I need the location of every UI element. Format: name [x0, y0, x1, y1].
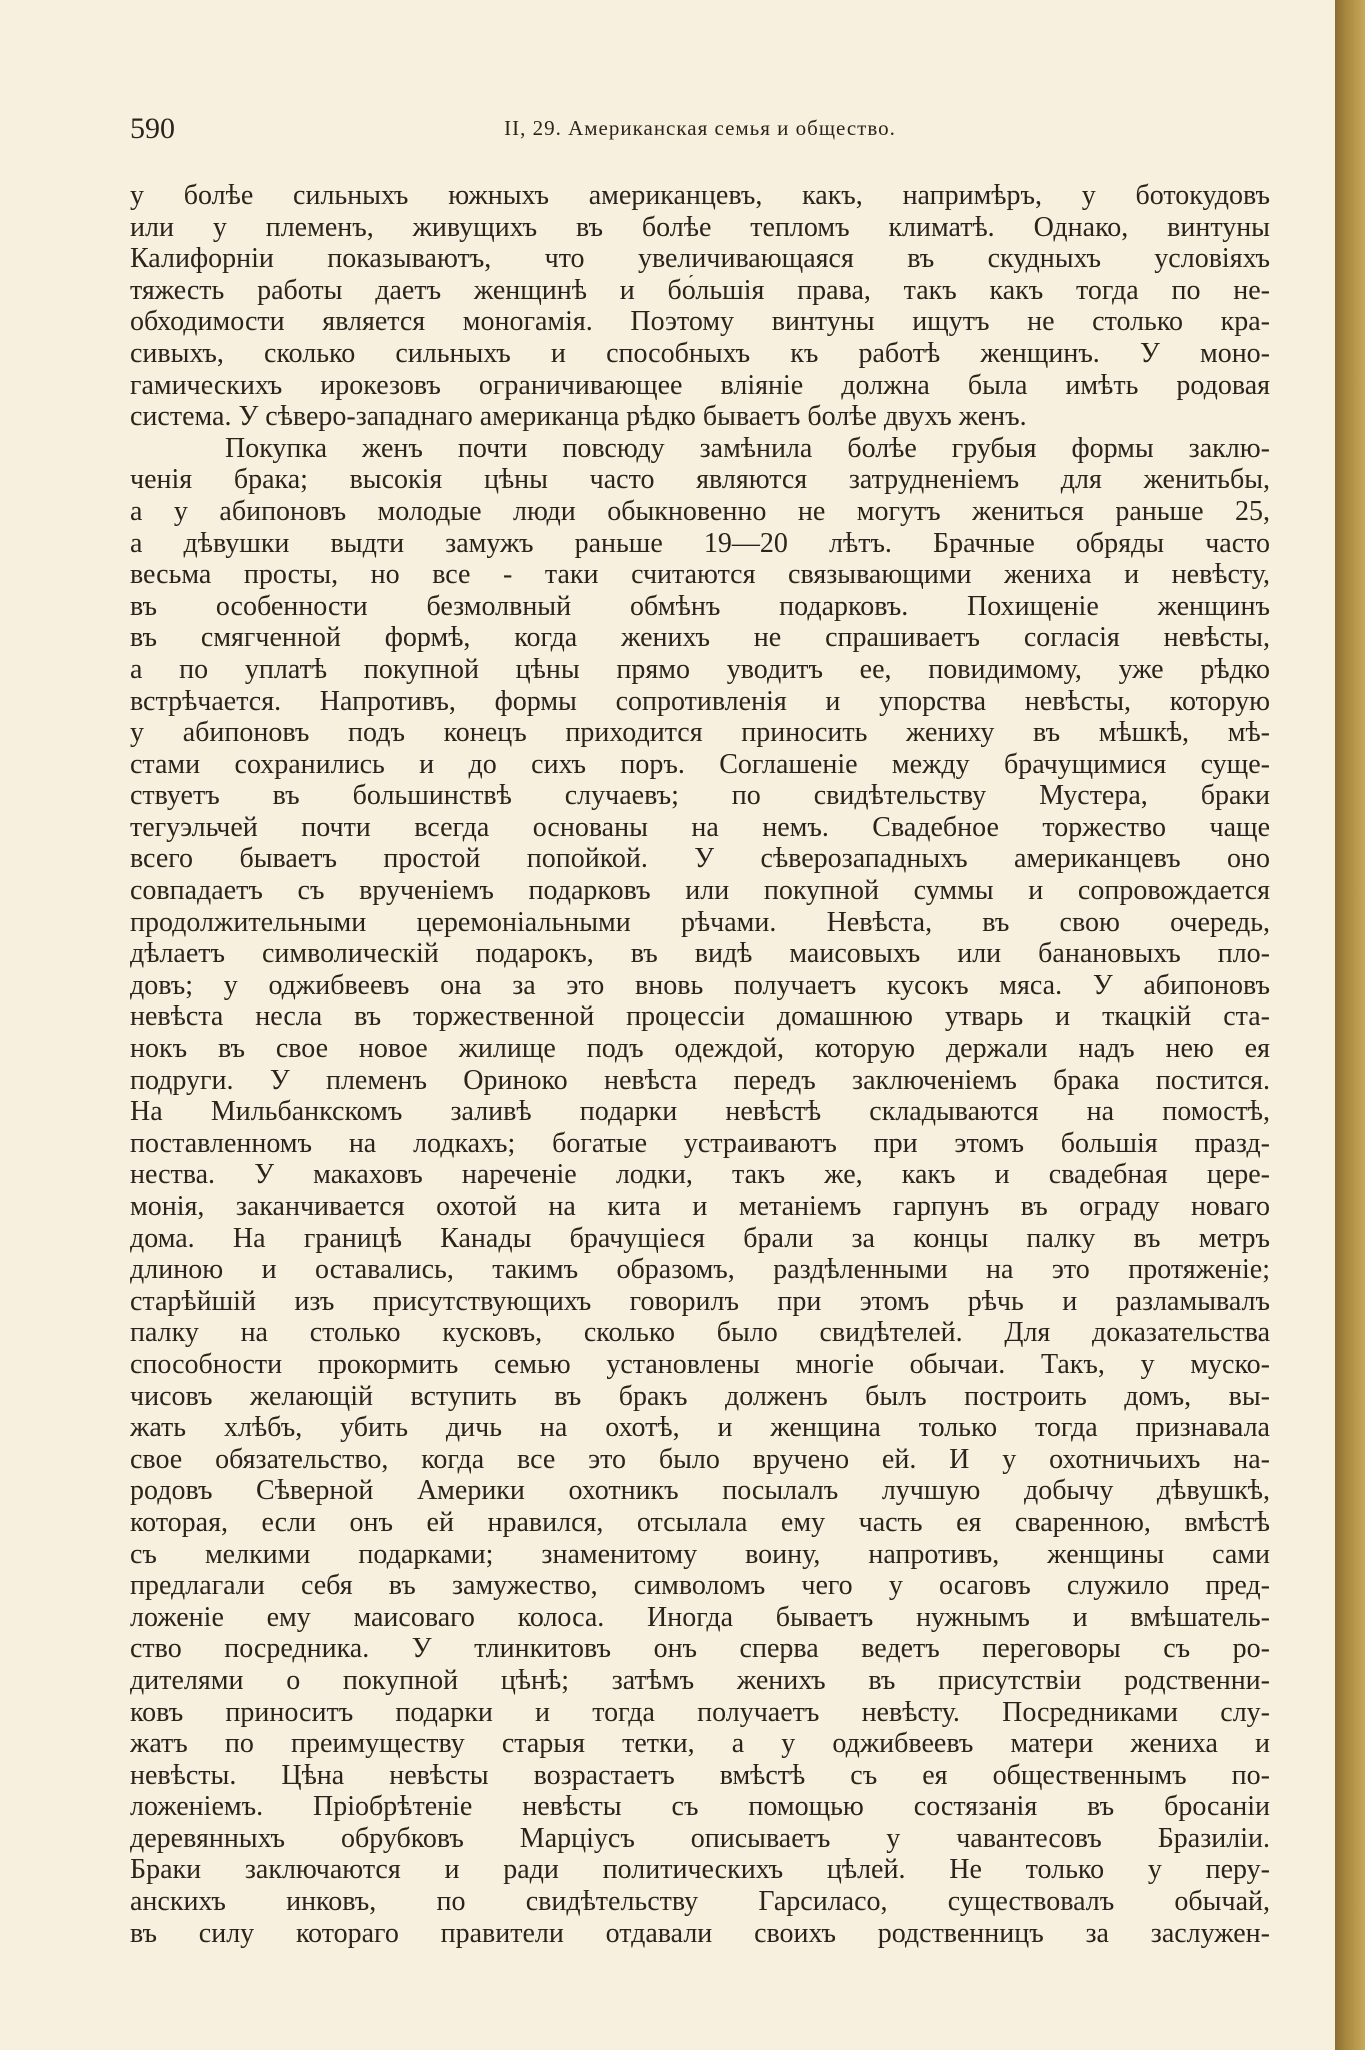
- text-line: родовъ Сѣверной Америки охотникъ посылалъ лучшую добычу дѣвушкѣ,: [130, 1475, 1270, 1507]
- page-edge: [1335, 0, 1365, 2050]
- text-line: обходимости является моногамія. Поэтому винтуны ищутъ не столько кра-: [130, 306, 1270, 338]
- running-head: II, 29. Американская семья и общество.: [504, 116, 896, 140]
- text-line: палку на столько кусковъ, сколько было свидѣтелей. Для доказательства: [130, 1317, 1270, 1349]
- text-line: въ смягченной формѣ, когда женихъ не спрашиваетъ согласія невѣсты,: [130, 622, 1270, 654]
- text-line: ложеніе ему маисоваго колоса. Иногда бываетъ нужнымъ и вмѣшатель-: [130, 1601, 1270, 1633]
- text-line: Калифорніи показываютъ, что увеличивающаяся въ скудныхъ условіяхъ: [130, 243, 1270, 275]
- text-line: чисовъ желающій вступить въ бракъ долженъ былъ построить домъ, вы-: [130, 1380, 1270, 1412]
- text-line: невѣсты. Цѣна невѣсты возрастаетъ вмѣстѣ съ ея общественнымъ по-: [130, 1759, 1270, 1791]
- text-line: подруги. У племенъ Ориноко невѣста передъ заключеніемъ брака постится.: [130, 1064, 1270, 1096]
- text-line: поставленномъ на лодкахъ; богатые устраиваютъ при этомъ большія празд-: [130, 1127, 1270, 1159]
- text-line: тяжесть работы даетъ женщинѣ и бо́льшія права, такъ какъ тогда по не-: [130, 274, 1270, 306]
- text-line: у абипоновъ подъ конецъ приходится приносить жениху въ мѣшкѣ, мѣ-: [130, 717, 1270, 749]
- text-line: ствуетъ въ большинствѣ случаевъ; по свидѣтельству Мустера, браки: [130, 780, 1270, 812]
- text-line: у болѣе сильныхъ южныхъ американцевъ, какъ, напримѣръ, у ботокудовъ: [130, 180, 1270, 211]
- text-line: а по уплатѣ покупной цѣны прямо уводитъ ее, повидимому, уже рѣдко: [130, 653, 1270, 685]
- text-line: длиною и оставались, такимъ образомъ, раздѣленными на это протяженіе;: [130, 1254, 1270, 1286]
- text-line: невѣста несла въ торжественной процессіи домашнюю утварь и ткацкій ста-: [130, 1001, 1270, 1033]
- text-line: нества. У макаховъ нареченіе лодки, такъ же, какъ и свадебная цере-: [130, 1159, 1270, 1191]
- text-line: продолжительными церемоніальными рѣчами. Невѣста, въ свою очередь,: [130, 906, 1270, 938]
- text-line: или у племенъ, живущихъ въ болѣе тепломъ климатѣ. Однако, винтуны: [130, 211, 1270, 243]
- text-line: которая, если онъ ей нравился, отсылала ему часть ея сваренною, вмѣстѣ: [130, 1506, 1270, 1538]
- text-line: ковъ приноситъ подарки и тогда получаетъ невѣсту. Посредниками слу-: [130, 1696, 1270, 1728]
- text-line: сивыхъ, сколько сильныхъ и способныхъ къ работѣ женщинъ. У моно-: [130, 337, 1270, 369]
- text-line: весьма просты, но все - таки считаются связывающими жениха и невѣсту,: [130, 559, 1270, 591]
- text-line: а дѣвушки выдти замужъ раньше 19—20 лѣтъ. Брачные обряды часто: [130, 527, 1270, 559]
- text-line: система. У сѣверо-западнаго американца рѣдко бываетъ болѣе двухъ женъ.: [130, 401, 1027, 433]
- text-line: съ мелкими подарками; знаменитому воину, напротивъ, женщины сами: [130, 1538, 1270, 1570]
- text-line: встрѣчается. Напротивъ, формы сопротивленія и упорства невѣсты, которую: [130, 685, 1270, 717]
- text-line: всего бываетъ простой попойкой. У сѣверозападныхъ американцевъ оно: [130, 843, 1270, 875]
- text-line: ложеніемъ. Пріобрѣтеніе невѣсты съ помощью состязанія въ бросаніи: [130, 1791, 1270, 1823]
- text-line: На Мильбанкскомъ заливѣ подарки невѣстѣ складываются на помостѣ,: [130, 1096, 1270, 1128]
- text-line: довъ; у оджибвеевъ она за это вновь получаетъ кусокъ мяса. У абипоновъ: [130, 969, 1270, 1001]
- text-line: ство посредника. У тлинкитовъ онъ сперва ведетъ переговоры съ ро-: [130, 1633, 1270, 1665]
- text-line: стами сохранились и до сихъ поръ. Соглашеніе между брачущимися суще-: [130, 748, 1270, 780]
- text-line: гамическихъ ирокезовъ ограничивающее вліяніе должна была имѣть родовая: [130, 369, 1270, 401]
- text-line: дителями о покупной цѣнѣ; затѣмъ женихъ въ присутствіи родственни-: [130, 1664, 1270, 1696]
- text-line: свое обязательство, когда все это было вручено ей. И у охотничьихъ на-: [130, 1443, 1270, 1475]
- text-line: а у абипоновъ молодые люди обыкновенно не могутъ жениться раньше 25,: [130, 495, 1270, 527]
- body-text: [130, 180, 1270, 1949]
- text-line: дома. На границѣ Канады брачущіеся брали за концы палку въ метръ: [130, 1222, 1270, 1254]
- text-line: старѣйшій изъ присутствующихъ говорилъ при этомъ рѣчь и разламывалъ: [130, 1285, 1270, 1317]
- text-line: монія, заканчивается охотой на кита и метаніемъ гарпунъ въ ограду новаго: [130, 1191, 1270, 1222]
- text-line: совпадаетъ съ врученіемъ подарковъ или покупной суммы и сопровождается: [130, 875, 1270, 907]
- text-line: Покупка женъ почти повсюду замѣнила болѣе грубыя формы заклю-: [225, 432, 1270, 464]
- text-line: дѣлаетъ символическій подарокъ, въ видѣ маисовыхъ или банановыхъ пло-: [130, 938, 1270, 970]
- text-line: въ силу котораго правители отдавали своихъ родственницъ за заслужен-: [130, 1917, 1270, 1949]
- text-line: жать хлѣбъ, убить дичь на охотѣ, и женщина только тогда признавала: [130, 1412, 1270, 1444]
- text-line: въ особенности безмолвный обмѣнъ подарковъ. Похищеніе женщинъ: [130, 590, 1270, 622]
- text-line: Браки заключаются и ради политическихъ цѣлей. Не только у перу-: [130, 1854, 1270, 1886]
- text-line: жатъ по преимуществу старыя тетки, а у оджибвеевъ матери жениха и: [130, 1728, 1270, 1760]
- text-line: нокъ въ свое новое жилище подъ одеждой, которую держали надъ нею ея: [130, 1033, 1270, 1065]
- text-line: предлагали себя въ замужество, символомъ чего у осаговъ служило пред-: [130, 1570, 1270, 1602]
- text-line: способности прокормить семью установлены многіе обычаи. Такъ, у муско-: [130, 1348, 1270, 1380]
- page-number: 590: [130, 112, 175, 145]
- text-line: ченія брака; высокія цѣны часто являются затрудненіемъ для женитьбы,: [130, 464, 1270, 496]
- text-line: деревянныхъ обрубковъ Марціусъ описываетъ у чавантесовъ Бразиліи.: [130, 1822, 1270, 1854]
- text-line: тегуэльчей почти всегда основаны на немъ. Свадебное торжество чаще: [130, 811, 1270, 843]
- page-header: [130, 112, 1270, 152]
- text-line: анскихъ инковъ, по свидѣтельству Гарсиласо, существовалъ обычай,: [130, 1886, 1270, 1918]
